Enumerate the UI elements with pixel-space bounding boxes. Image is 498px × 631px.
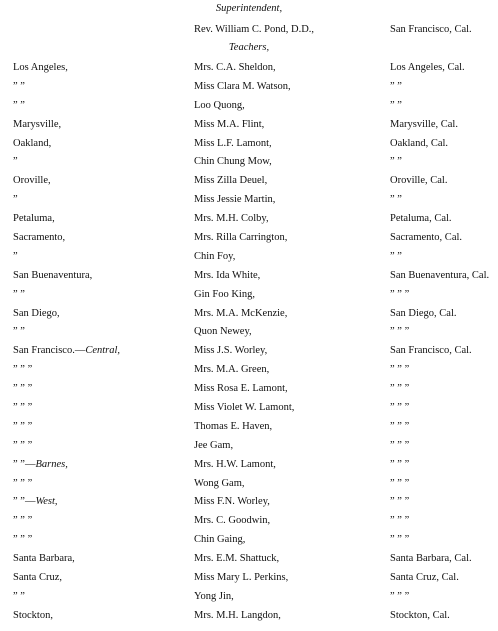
teacher-name: Mrs. C.A. Sheldon, bbox=[194, 62, 276, 73]
teacher-name: Miss Clara M. Watson, bbox=[194, 80, 291, 92]
table-row bbox=[0, 99, 498, 118]
mission-place bbox=[13, 288, 25, 302]
mission-place bbox=[13, 477, 32, 491]
mission-place-text: ” ” bbox=[13, 80, 25, 92]
mission-place bbox=[13, 401, 32, 415]
teacher-location: San Francisco, Cal. bbox=[390, 345, 472, 357]
table-row bbox=[0, 325, 498, 344]
table-row bbox=[0, 174, 498, 193]
mission-place-text: ” ” ” bbox=[13, 402, 33, 414]
mission-place bbox=[13, 118, 61, 132]
table-row bbox=[0, 609, 498, 628]
mission-place-text: Sacramento, bbox=[13, 232, 66, 244]
teacher-name: Jee Gam, bbox=[194, 439, 234, 451]
table-row bbox=[0, 363, 498, 382]
mission-place-text: Oroville, bbox=[13, 175, 51, 187]
teacher-location: ” ” bbox=[390, 250, 402, 262]
teacher-name: Miss J.S. Worley, bbox=[194, 345, 268, 357]
teacher-name: Loo Quong, bbox=[194, 99, 245, 111]
mission-place bbox=[13, 533, 32, 547]
mission-place bbox=[13, 325, 25, 339]
mission-place bbox=[13, 344, 120, 358]
mission-place-text: ” ” ” bbox=[13, 420, 33, 432]
superintendent-heading: Superintendent, bbox=[215, 3, 283, 14]
mission-place-text: Santa Barbara, bbox=[13, 553, 75, 565]
teacher-name: Miss Violet W. Lamont, bbox=[194, 402, 295, 414]
mission-place-text: San Buenaventura, bbox=[13, 269, 93, 281]
mission-place bbox=[13, 458, 68, 472]
mission-place-text: ” ” ” bbox=[13, 383, 33, 395]
table-row bbox=[0, 514, 498, 533]
mission-place bbox=[13, 269, 92, 283]
teacher-location: San Buenaventura, Cal. bbox=[390, 269, 490, 281]
mission-place-text: ” ” ” bbox=[13, 477, 33, 489]
mission-place bbox=[13, 99, 25, 113]
teacher-location: Marysville, Cal. bbox=[390, 118, 458, 130]
teacher-location: Sacramento, Cal. bbox=[390, 232, 463, 244]
mission-place bbox=[13, 137, 51, 151]
table-row bbox=[0, 61, 498, 80]
table-row bbox=[0, 439, 498, 458]
mission-place-text: ” bbox=[13, 250, 18, 262]
mission-place bbox=[13, 155, 18, 169]
superintendent-location: San Francisco, Cal. bbox=[390, 24, 472, 35]
superintendent-name: Rev. William C. Pond, D.D., bbox=[194, 24, 315, 35]
teacher-name: Mrs. C. Goodwin, bbox=[194, 515, 271, 527]
mission-place bbox=[13, 382, 32, 396]
teacher-location: Santa Barbara, Cal. bbox=[390, 553, 472, 565]
mission-place-text: ” ” bbox=[13, 99, 25, 111]
teacher-name: Gin Foo King, bbox=[194, 288, 255, 300]
teacher-name: Wong Gam, bbox=[194, 477, 245, 489]
teacher-location: Petaluma, Cal. bbox=[390, 213, 452, 225]
mission-place-text: Petaluma, bbox=[13, 213, 55, 225]
teacher-name: Chin Gaing, bbox=[194, 534, 246, 546]
teacher-location: ” ” ” bbox=[390, 590, 410, 602]
mission-place-text: ” bbox=[13, 194, 18, 206]
teacher-location: ” ” ” bbox=[390, 364, 410, 376]
mission-place-text: Santa Cruz, bbox=[13, 572, 62, 584]
mission-place-text: ” ” ” bbox=[13, 515, 33, 527]
teacher-name: Quon Newey, bbox=[194, 326, 252, 338]
table-row bbox=[0, 118, 498, 137]
mission-place bbox=[13, 307, 60, 321]
teacher-location: San Diego, Cal. bbox=[390, 307, 457, 319]
mission-place-text: ” ”— bbox=[13, 496, 36, 508]
mission-place-text: Oakland, bbox=[13, 137, 52, 149]
mission-place-text: ” ” bbox=[13, 590, 25, 602]
mission-place-text: ” bbox=[13, 156, 18, 168]
table-row bbox=[0, 155, 498, 174]
teacher-name: Mrs. M.H. Langdon, bbox=[194, 609, 281, 621]
table-row bbox=[0, 193, 498, 212]
table-row bbox=[0, 495, 498, 514]
teacher-location: ” ” ” bbox=[390, 420, 410, 432]
teacher-location: ” ” ” bbox=[390, 288, 410, 300]
teacher-location: Stockton, Cal. bbox=[390, 609, 450, 621]
teacher-location: ” ” bbox=[390, 99, 402, 111]
table-row bbox=[0, 269, 498, 288]
teacher-table bbox=[0, 61, 498, 628]
teacher-name: Yong Jin, bbox=[194, 590, 234, 602]
superintendent-row bbox=[0, 23, 498, 41]
teacher-location: Santa Cruz, Cal. bbox=[390, 572, 459, 584]
mission-place bbox=[13, 193, 18, 207]
teacher-location: Oroville, Cal. bbox=[390, 175, 448, 187]
teacher-name: Miss Rosa E. Lamont, bbox=[194, 383, 288, 395]
mission-place-text: ” ”— bbox=[13, 458, 36, 470]
teacher-location: Oakland, Cal. bbox=[390, 137, 449, 149]
mission-place bbox=[13, 552, 75, 566]
mission-place-text: ” ” ” bbox=[13, 439, 33, 451]
table-row bbox=[0, 80, 498, 99]
table-row bbox=[0, 344, 498, 363]
teacher-name: Mrs. E.M. Shattuck, bbox=[194, 553, 280, 565]
teacher-name: Miss M.A. Flint, bbox=[194, 118, 265, 130]
mission-place bbox=[13, 174, 51, 188]
teacher-location: ” ” ” bbox=[390, 458, 410, 470]
table-row bbox=[0, 137, 498, 156]
teacher-name: Mrs. Ida White, bbox=[194, 269, 261, 281]
table-row bbox=[0, 571, 498, 590]
mission-place bbox=[13, 363, 32, 377]
teacher-name: Mrs. M.A. Green, bbox=[194, 364, 270, 376]
mission-place-text: ” ” ” bbox=[13, 534, 33, 546]
mission-place-text: ” ” bbox=[13, 288, 25, 300]
table-row bbox=[0, 477, 498, 496]
teacher-name: Miss F.N. Worley, bbox=[194, 496, 270, 508]
teacher-name: Miss L.F. Lamont, bbox=[194, 137, 272, 149]
table-row bbox=[0, 552, 498, 571]
teacher-name: Thomas E. Haven, bbox=[194, 420, 273, 432]
mission-place bbox=[13, 212, 55, 226]
mission-branch: Barnes, bbox=[35, 458, 68, 470]
mission-place-text: Stockton, bbox=[13, 609, 53, 621]
teacher-location: ” ” ” bbox=[390, 496, 410, 508]
mission-place-text: ” ” bbox=[13, 326, 25, 338]
mission-branch: Central, bbox=[85, 345, 121, 357]
mission-place-text: San Francisco.— bbox=[13, 345, 86, 357]
mission-place bbox=[13, 80, 25, 94]
table-row bbox=[0, 382, 498, 401]
table-row bbox=[0, 212, 498, 231]
teacher-location: ” ” bbox=[390, 80, 402, 92]
table-row bbox=[0, 307, 498, 326]
teacher-location: ” ” ” bbox=[390, 402, 410, 414]
mission-place-text: ” ” ” bbox=[13, 364, 33, 376]
teacher-name: Miss Jessie Martin, bbox=[194, 194, 276, 206]
table-row bbox=[0, 401, 498, 420]
mission-place-text: San Diego, bbox=[13, 307, 60, 319]
teacher-location: ” ” bbox=[390, 194, 402, 206]
mission-place bbox=[13, 61, 68, 75]
teacher-location: ” ” ” bbox=[390, 534, 410, 546]
teacher-location: ” ” ” bbox=[390, 477, 410, 489]
teacher-name: Mrs. H.W. Lamont, bbox=[194, 458, 276, 470]
teacher-name: Mrs. M.H. Colby, bbox=[194, 213, 269, 225]
teacher-location: ” ” ” bbox=[390, 515, 410, 527]
table-row bbox=[0, 533, 498, 552]
teacher-location: ” ” ” bbox=[390, 383, 410, 395]
teacher-name: Chin Foy, bbox=[194, 250, 236, 262]
table-row bbox=[0, 250, 498, 269]
teacher-location: ” ” ” bbox=[390, 439, 410, 451]
table-row bbox=[0, 231, 498, 250]
mission-place bbox=[13, 590, 25, 604]
mission-place bbox=[13, 250, 18, 264]
table-row bbox=[0, 590, 498, 609]
table-row bbox=[0, 288, 498, 307]
table-row bbox=[0, 458, 498, 477]
mission-place bbox=[13, 609, 53, 623]
teacher-name: Chin Chung Mow, bbox=[194, 156, 272, 168]
teacher-name: Miss Zilla Deuel, bbox=[194, 175, 268, 187]
mission-place bbox=[13, 514, 32, 528]
mission-place bbox=[13, 420, 32, 434]
mission-place bbox=[13, 439, 32, 453]
teacher-name: Mrs. M.A. McKenzie, bbox=[194, 307, 288, 319]
mission-place-text: Marysville, bbox=[13, 118, 62, 130]
teacher-location: Los Angeles, Cal. bbox=[390, 62, 465, 73]
table-row bbox=[0, 420, 498, 439]
mission-branch: West, bbox=[35, 496, 58, 508]
mission-place bbox=[13, 495, 58, 509]
teacher-name: Mrs. Rilla Carrington, bbox=[194, 232, 288, 244]
teacher-location: ” ” ” bbox=[390, 326, 410, 338]
mission-place bbox=[13, 231, 65, 245]
teacher-name: Miss Mary L. Perkins, bbox=[194, 572, 289, 584]
teacher-location: ” ” bbox=[390, 156, 402, 168]
mission-place-text: Los Angeles, bbox=[13, 62, 68, 73]
teachers-heading: Teachers, bbox=[228, 42, 270, 53]
mission-place bbox=[13, 571, 62, 585]
